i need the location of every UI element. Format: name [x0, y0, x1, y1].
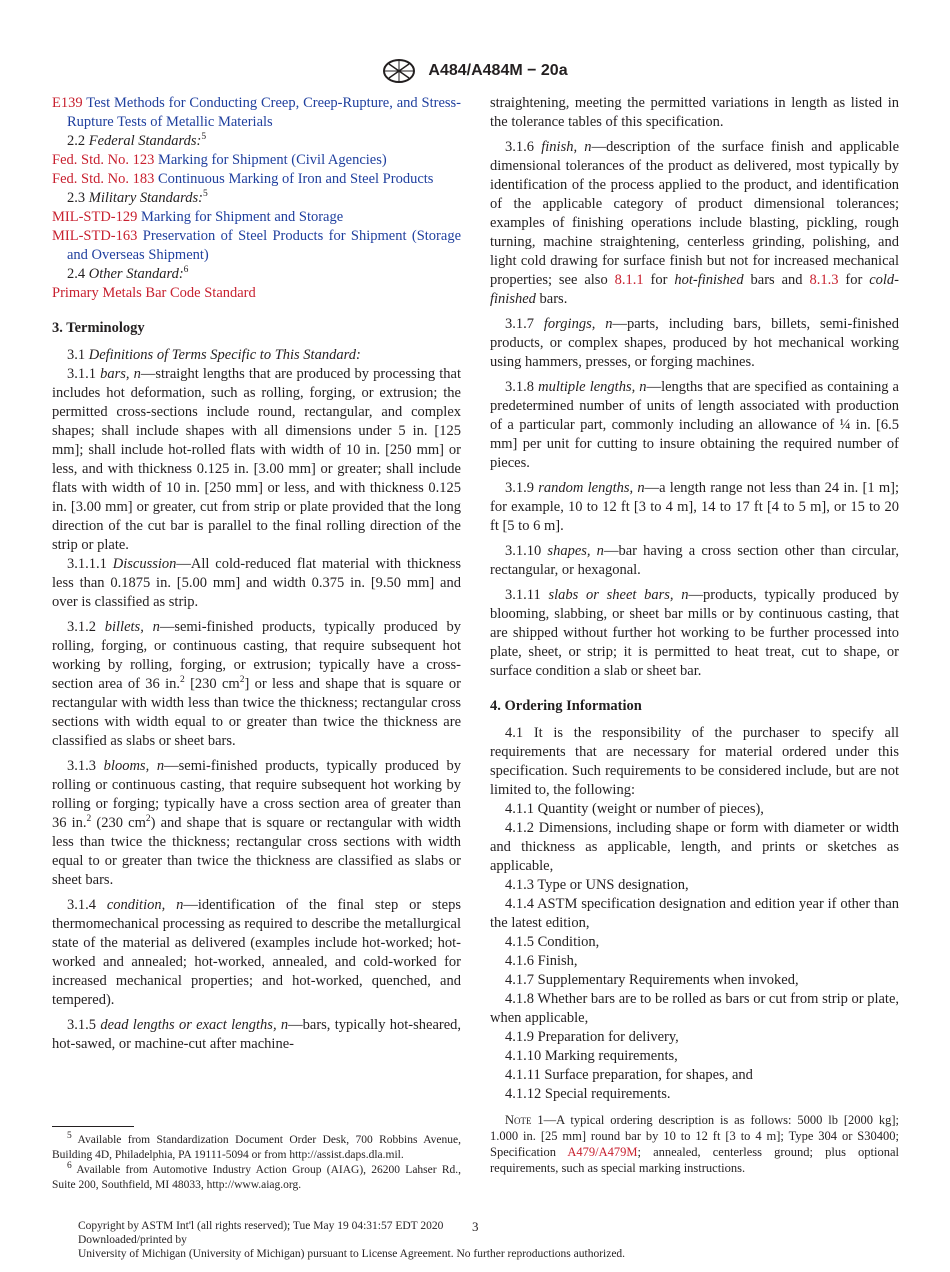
paragraph-3-1-2: 3.1.2 billets, n—semi-finished products, typically produced by rolling, forging, or continuous casting, that require subsequent hot working by rolling, forging, or extrusion; typically have a cross-section area of 36 in.$^2$ [230 $cm^2$] or less and shape that is square or rectangular with width less than twice the thickness; rectangular cross sections with width equal to or greater than twice the thickness are classified as slabs or sheet bars. — [52, 619, 461, 749]
standard-designation: A484/A484M − 20a — [428, 62, 568, 79]
reference-mil-std-163 — [52, 227, 461, 265]
footnote-6: $^6$ Available from Automotive Industry Action Group (AIAG), 26200 Lahser Rd., Suite 200, Southfield, MI 48033, http://www.aiag.org. — [52, 1161, 461, 1191]
ref-link[interactable]: Fed. Std. No. 123 — [52, 152, 155, 168]
paragraph-4-1: 4.1 It is the responsibility of the purchaser to specify all requirements that are necessary for material ordered under this specification. Such requirements to be considered include, but are not limited to, the following: — [490, 725, 899, 798]
page-header — [0, 58, 950, 84]
section-heading-ordering: 4. Ordering Information — [490, 698, 642, 714]
paragraph-3-1-6: 3.1.6 finish, n—description of the surface finish and applicable dimensional tolerances of the product as delivered, most typically by identification of the process applied to the product, and identification of the applicable category of product dimensional tolerances; examples of finishing operations include blasting, pickling, rough turning, machine straightening, centerless grinding, polishing, and light cold drawing for surface finish but not for increased mechanical properties; see also 8.1.1 for hot-finished bars and 8.1.3 for cold-finished bars. — [490, 139, 900, 307]
list-item: 4.1.10 Marking requirements, — [505, 1048, 678, 1064]
right-column — [490, 94, 899, 1176]
paragraph-3-1-9: 3.1.9 random lengths, n—a length range not less than 24 in. [1 m]; for example, 10 to 12 ft [3 to 4 m], 14 to 17 ft [4 to 5 m], or 15 to 20 ft [5 to 6 m]. — [490, 480, 900, 534]
reference-fed-std-183 — [52, 170, 461, 189]
subsection-2-3: 2.3 Military Standards:$^5$ — [67, 189, 208, 206]
footnote-5: $^5$ Available from Standardization Document Order Desk, 700 Robbins Avenue, Building 4D, Philadelphia, PA 19111-5094 or from http://assist.daps.dla.mil. — [52, 1131, 461, 1161]
list-item: 4.1.9 Preparation for delivery, — [505, 1029, 679, 1045]
ref-title-link[interactable]: Preservation of Steel Products for Shipment (Storage and Overseas Shipment) — [67, 228, 461, 263]
list-item: 4.1.12 Special requirements. — [505, 1086, 671, 1102]
list-item: 4.1.1 Quantity (weight or number of pieces), — [505, 801, 764, 817]
ref-link[interactable]: MIL-STD-163 — [52, 228, 138, 244]
section-link[interactable]: 8.1.1 — [614, 272, 644, 288]
list-item: 4.1.4 ASTM specification designation and edition year if other than the latest edition, — [490, 896, 899, 931]
note-1: Note 1—A typical ordering description is as follows: 5000 lb [2000 kg]; 1.000 in. [25 mm] round bar by 10 to 12 ft [3 to 4 m]; Type 304 or S30400; Specification A479/A479M; annealed, centerless ground; plus optional requirements, such as special marking instructions. — [490, 1113, 900, 1175]
reference-mil-std-129 — [52, 208, 461, 227]
astm-logo-icon — [382, 58, 416, 84]
ref-title-link[interactable]: Continuous Marking of Iron and Steel Products — [157, 171, 434, 187]
list-item: 4.1.3 Type or UNS designation, — [505, 877, 689, 893]
paragraph-3-1-10: 3.1.10 shapes, n—bar having a cross section other than circular, rectangular, or hexagonal. — [490, 543, 899, 578]
reference-primary-metals — [52, 284, 461, 303]
paragraph-3-1-8: 3.1.8 multiple lengths, n—lengths that are specified as containing a predetermined number of units of length associated with production of a particular part, commonly including an allowance of ¼ in. [6.5 mm] per unit for cutting to insure obtaining the required number of pieces. — [490, 379, 899, 471]
paragraph-3-1-5-continued: straightening, meeting the permitted variations in length as listed in the tolerance tables of this specification. — [490, 95, 899, 130]
paragraph-3-1-11: 3.1.11 slabs or sheet bars, n—products, typically produced by blooming, slabbing, or sheet bar mills or by continuous casting, that are shipped without further hot working to be further processed into plate, sheet, or strip; it is permitted to heat treat, cut to shape, or surface condition a slab or sheet bar. — [490, 587, 899, 679]
paragraph-3-1-3: 3.1.3 blooms, n—semi-finished products, typically produced by rolling or continuous casting, that require subsequent hot working by rolling or forging; typically have a cross section area of greater than 36 in.$^2$ (230 $cm^2$) and shape that is square or rectangular with width less than twice the thickness; rectangular cross sections with width equal to or greater than twice the thickness are classified as slabs or sheet bars. — [52, 758, 461, 888]
paragraph-3-1: 3.1 Definitions of Terms Specific to This Standard: — [67, 347, 361, 363]
ref-title-link[interactable]: Marking for Shipment (Civil Agencies) — [157, 152, 387, 168]
ref-title-link[interactable]: Test Methods for Conducting Creep, Creep-Rupture, and Stress-Rupture Tests of Metallic Materials — [67, 95, 461, 130]
paragraph-3-1-5: 3.1.5 dead lengths or exact lengths, n—bars, typically hot-sheared, hot-sawed, or machine-cut after machine- — [52, 1017, 462, 1052]
list-item: 4.1.2 Dimensions, including shape or form with diameter or width and thickness as applicable, length, and prints or sketches as applicable, — [490, 820, 899, 874]
left-column — [52, 94, 461, 1054]
copyright-line: Copyright by ASTM Int'l (all rights reserved); Tue May 19 04:31:57 EDT 2020 — [78, 1220, 444, 1232]
license-line: University of Michigan (University of Michigan) pursuant to License Agreement. No further reproductions authorized. — [78, 1248, 626, 1260]
page-number: 3 — [472, 1219, 479, 1234]
list-item: 4.1.5 Condition, — [505, 934, 600, 950]
ref-link[interactable]: Fed. Std. No. 183 — [52, 171, 155, 187]
paragraph-3-1-1-1: 3.1.1.1 Discussion—All cold-reduced flat material with thickness less than 0.1875 in. [5.00 mm] and width 0.375 in. [9.50 mm] and over is classified as strip. — [52, 556, 462, 610]
list-item: 4.1.6 Finish, — [505, 953, 578, 969]
reference-fed-std-123 — [52, 151, 461, 170]
ref-title-link[interactable]: Marking for Shipment and Storage — [141, 209, 344, 225]
subsection-2-2: 2.2 Federal Standards:$^5$ — [67, 132, 207, 149]
spec-link[interactable]: A479/A479M — [567, 1145, 638, 1159]
paragraph-3-1-7: 3.1.7 forgings, n—parts, including bars, billets, semi-finished products, or complex shapes, produced by hot mechanical working using hammers, presses, or forging machines. — [490, 316, 899, 370]
paragraph-3-1-1: 3.1.1 bars, n—straight lengths that are produced by processing that includes hot deformation, such as rolling, forging, or extrusion; the permitted cross-sections include round, rectangular, and complex shapes; shall include shapes with all dimensions under 5 in. [125 mm]; shall include hot-rolled flats with width of 10 in. [250 mm] or less, and with thickness 0.125 in. [3.00 mm] or greater; shall include flats with width of 10 in. [250 mm] or less, and with thickness 0.125 in. [3.00 mm] or greater, cut from strip or plate provided that the long direction of the cut bar is parallel to the final rolling direction of the strip or plate. — [52, 366, 461, 553]
reference-e139 — [52, 94, 461, 132]
ref-link[interactable]: E139 — [52, 95, 83, 111]
list-item: 4.1.8 Whether bars are to be rolled as bars or cut from strip or plate, when applicable, — [490, 991, 899, 1026]
download-line: Downloaded/printed by — [78, 1234, 187, 1246]
paragraph-3-1-4: 3.1.4 condition, n—identification of the final step or steps thermomechanical processing as required to describe the metallurgical state of the material as delivered (examples include hot-worked; hot-worked and annealed; hot-worked, annealed, and cold-worked for increased mechanical properties; and hot-worked, quenched, and tempered). — [52, 897, 462, 1008]
ref-link[interactable]: MIL-STD-129 — [52, 209, 138, 225]
list-item: 4.1.11 Surface preparation, for shapes, and — [505, 1067, 753, 1083]
footnote-divider — [52, 1126, 134, 1127]
subsection-2-4: 2.4 Other Standard:$^6$ — [67, 265, 189, 282]
ref-link[interactable]: Primary Metals Bar Code Standard — [52, 285, 256, 301]
list-item: 4.1.7 Supplementary Requirements when invoked, — [505, 972, 799, 988]
section-heading-terminology: 3. Terminology — [52, 320, 145, 336]
section-link[interactable]: 8.1.3 — [809, 272, 839, 288]
